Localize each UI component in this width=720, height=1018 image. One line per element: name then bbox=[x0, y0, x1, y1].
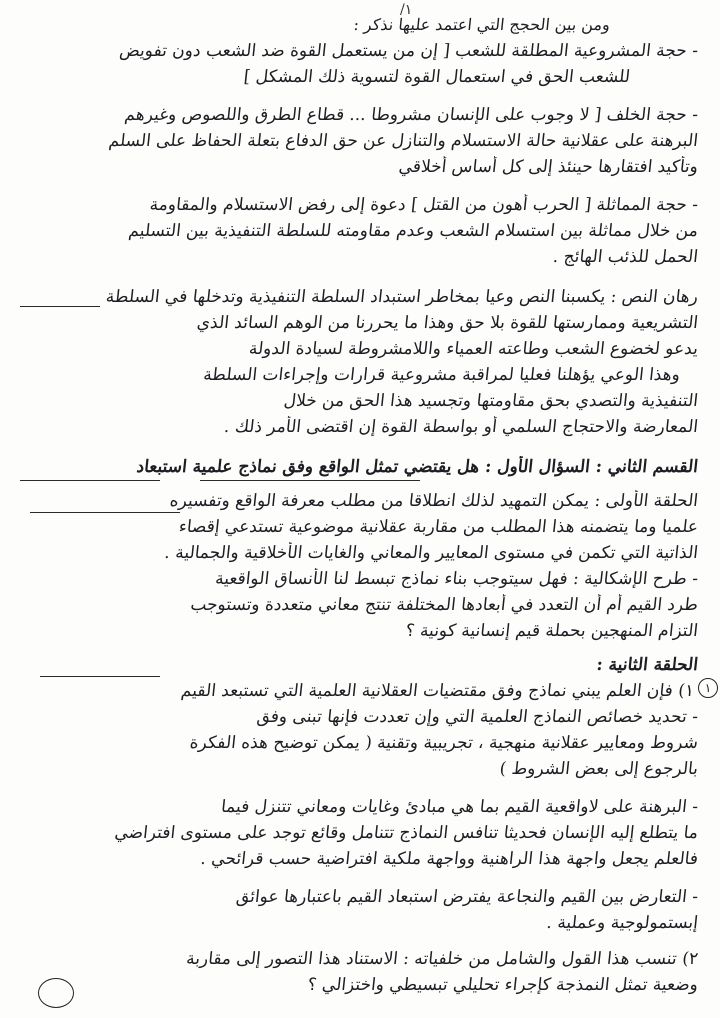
text-line: بالرجوع إلى بعض الشروط ) bbox=[498, 759, 700, 779]
text-line: ومن بين الحجج التي اعتمد عليها نذكر : bbox=[352, 15, 612, 34]
section-two-heading: القسم الثاني : السؤال الأول : هل يقتضي تمثل الواقع وفق نماذج علمية استبعاد bbox=[135, 457, 700, 477]
text-line: طرد القيم أم أن التعدد في أبعادها المختلفة تنتج معاني متعددة وتستوجب bbox=[189, 595, 700, 615]
item-number-mark: ١ bbox=[698, 678, 718, 698]
text-line: التزام المنهجين بحملة قيم إنسانية كونية ؟ bbox=[404, 621, 700, 641]
text-line: البرهنة على عقلانية حالة الاستسلام والتنازل عن حق الدفاع بتعلة الحفاظ على السلم bbox=[107, 131, 700, 151]
text-line: الحمل للذئب الهائج . bbox=[551, 247, 700, 267]
underline-stroke bbox=[200, 480, 420, 481]
text-line: ٢) تنسب هذا القول والشامل من خلفياته : الاستناد هذا التصور إلى مقاربة bbox=[185, 949, 700, 969]
text-line: - حجة المشروعية المطلقة للشعب [ إن من يستعمل القوة ضد الشعب دون تفويض bbox=[118, 41, 700, 61]
text-line: - تحديد خصائص النماذج العلمية التي وإن تعددت فإنها تبنى وفق bbox=[255, 707, 700, 727]
text-line: رهان النص : يكسبنا النص وعيا بمخاطر استبداد السلطة التنفيذية وتدخلها في السلطة bbox=[104, 287, 700, 307]
text-line: - طرح الإشكالية : فهل سيتوجب بناء نماذج تبسط لنا الأنساق الواقعية bbox=[214, 569, 700, 589]
second-part-heading: الحلقة الثانية : bbox=[595, 655, 700, 675]
end-circle-mark bbox=[38, 978, 74, 1008]
text-line: إبستمولوجية وعملية . bbox=[545, 913, 700, 933]
text-line: التنفيذية والتصدي بحق مقاومتها وتجسيد هذا الحق من خلال bbox=[282, 391, 700, 411]
corner-mark: ١/ bbox=[400, 2, 413, 18]
text-line: شروط ومعايير عقلانية منهجية ، تجريبية وتقنية ( يمكن توضيح هذه الفكرة bbox=[188, 733, 700, 753]
underline-stroke bbox=[20, 480, 160, 481]
text-line: وضعية تمثل النمذجة كإجراء تحليلي تبسيطي واختزالي ؟ bbox=[306, 975, 700, 995]
text-line: يدعو لخضوع الشعب وطاعته العمياء واللامشروطة لسيادة الدولة bbox=[247, 339, 700, 359]
text-line: - حجة المماثلة [ الحرب أهون من القتل ] دعوة إلى رفض الاستسلام والمقاومة bbox=[148, 195, 700, 215]
text-line: الذاتية التي تكمن في مستوى المعايير والمعاني والغايات الأخلاقية والجمالية . bbox=[163, 543, 700, 563]
text-line: علميا وما يتضمنه هذا المطلب من مقاربة عقلانية موضوعية تستدعي إقصاء bbox=[177, 517, 700, 537]
text-line: ما يتطلع إليه الإنسان فحديثا تنافس النماذج تتنامل وقائع توجد على مستوى افتراضي bbox=[113, 823, 700, 843]
text-line: ١) فإن العلم يبني نماذج وفق مقتضيات العقلانية العلمية التي تستبعد القيم bbox=[179, 681, 696, 701]
underline-stroke bbox=[30, 512, 180, 513]
underline-stroke bbox=[20, 306, 100, 307]
text-line: وتأكيد افتقارها حينئذ إلى كل أساس أخلاقي bbox=[397, 157, 700, 177]
text-line: - البرهنة على لاواقعية القيم بما هي مبادئ وغايات ومعاني تتنزل فيما bbox=[220, 797, 700, 817]
text-line: وهذا الوعي يؤهلنا فعليا لمراقبة مشروعية قرارات وإجراءات السلطة bbox=[202, 365, 682, 385]
text-line: للشعب الحق في استعمال القوة لتسوية ذلك المشكل ] bbox=[242, 67, 632, 87]
text-line: - حجة الخلف [ لا وجوب على الإنسان مشروطا ... قطاع الطرق واللصوص وغيرهم bbox=[123, 105, 700, 125]
underline-stroke bbox=[40, 676, 160, 677]
text-line: المعارضة والاحتجاج السلمي أو بواسطة القوة إن اقتضى الأمر ذلك . bbox=[223, 417, 700, 437]
text-line: - التعارض بين القيم والنجاعة يفترض استبعاد القيم باعتبارها عوائق bbox=[235, 887, 700, 907]
text-line: الحلقة الأولى : يمكن التمهيد لذلك انطلاقا من مطلب معرفة الواقع وتفسيره bbox=[168, 491, 700, 511]
text-line: فالعلم يجعل واجهة هذا الراهنية وواجهة ملكية افتراضية حسب قرائحي . bbox=[199, 849, 700, 869]
text-line: التشريعية وممارستها للقوة بلا حق وهذا ما يحررنا من الوهم السائد الذي bbox=[195, 313, 700, 333]
text-line: من خلال مماثلة بين استسلام الشعب وعدم مقاومته للسلطة التنفيذية بين التسليم bbox=[127, 221, 700, 241]
